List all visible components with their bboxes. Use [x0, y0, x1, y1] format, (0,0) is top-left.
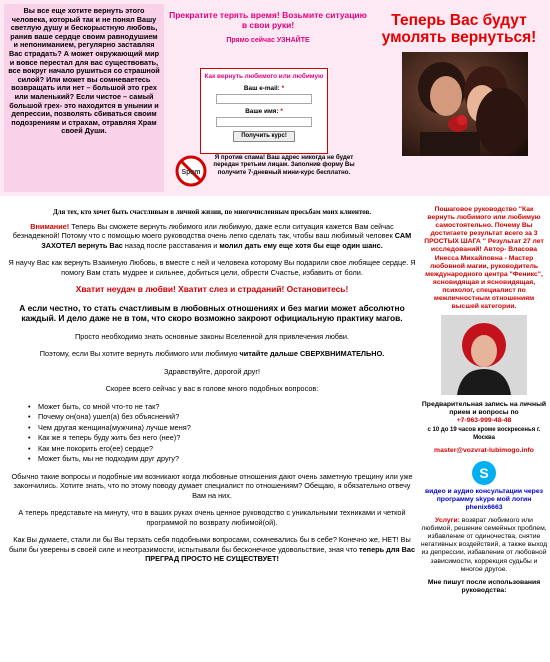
name-label	[201, 108, 327, 115]
office-hours: с 10 до 19 часов кроме воскресенья г. Москва	[427, 426, 541, 441]
list-item: • Может быть, мы не подходим друг другу?	[28, 454, 416, 464]
confidence-text: Как Вы думаете, стали ли бы Вы терзать себя подобными вопросами, сомневались бы в себе? Конечно же, НЕТ! Вы были бы уверены в своей силе и неотразимости, испытывали бы бесконечное удовольствие, зная что	[8, 535, 411, 554]
form-title: Как вернуть любимого или любимую	[204, 73, 324, 80]
slogan: Хватит неудач в любви! Хватит слез и страданий! Остановитесь!	[75, 284, 349, 294]
imagine-paragraph: А теперь представьте на минуту, что в ваших руках очень ценное руководство с уникальными техниками и четкой программой по возврату любимой(ой).	[18, 508, 406, 527]
get-course-button[interactable]: Получить курс!	[233, 131, 295, 142]
read-on-paragraph	[8, 349, 416, 359]
read-on-bold: читайте дальше СВЕРХВНИМАТЕЛЬНО.	[239, 349, 385, 358]
guide-description: Пошаговое руководство "Как вернуть любимого или любимую самостоятельно. Почему Вы достигаете результат всего за 3 ПРОСТЫХ ШАГА " Результат 27 лет исследований! Автор- Власова Инесса Михайловна - Мастер любовной магии, руководитель международного центра "Феникс", ясновидящая и ясновидящая, психолог, специалист по межличностным отношениям высшей категории.	[424, 206, 544, 311]
sidebar	[420, 206, 548, 595]
services-label: Услуги:	[435, 517, 460, 525]
services-block	[420, 517, 548, 574]
spam-icon-label: Spam	[181, 169, 201, 176]
list-item: • Как же я теперь буду жить без него (нее)?	[28, 433, 416, 443]
header-left-text: Вы все еще хотите вернуть этого человека, который так и не понял Вашу светлую душу и бескорыстную любовь, ранив ваше сердце своим равнодушием и непониманием, регулярно заставляя Вас страдать? А может окружающий мир и вовсе перестал для вас существовать, все вокруг начало рушиться со страшной силой? Или может вы сомневаетесь возвращать или нет – большой это грех или маленький? Если чистое – самый большой грех- это находится в унынии и депрессии, позволять сбиваться своим подозрениям и страхам, отравляя Храм своей Души.	[4, 4, 164, 192]
urgent-headline: Прекратите терять время! Возьмите ситуацию в свои руки!	[169, 10, 367, 30]
promise-paragraph: Я научу Вас как вернуть Взаимную Любовь, в вместе с ней и человека которому Вы подарили свое любящее сердце. Я помогу Вам стать мудрее и сильнее, добиться цели, обрести Счастье, избавить от боли.	[8, 258, 416, 277]
email-link[interactable]: master@vozvrat-lubimogo.info	[434, 446, 534, 454]
list-item: • Чем другая женщина(мужчина) лучше меня?	[28, 423, 416, 433]
name-field[interactable]	[216, 117, 312, 127]
required-mark: *	[281, 84, 285, 92]
privacy-note: Я против спама! Ваш адрес никогда не будет передан третьим лицам. Заполнив форму Вы получите 7-дневный мини-курс бесплатно.	[213, 154, 355, 176]
skype-icon[interactable]	[471, 460, 497, 486]
now-label: Прямо сейчас УЗНАЙТЕ	[226, 37, 310, 44]
header-title: Теперь Вас будут умолять вернуться!	[381, 12, 537, 46]
attention-bold: САМ ЗАХОТЕЛ вернуть Вас	[41, 231, 412, 250]
email-label	[201, 85, 327, 92]
cracks-paragraph: Обычно такие вопросы и подобные им возникают когда любовные отношения дают очень заметную трещину или уже закончились. Хотите знать, что по этому поводу думает специалист по отношениям? Обещаю, я обязательно отвечу Вам на них.	[11, 471, 413, 500]
couple-photo	[402, 52, 528, 156]
attention-bold-2: молил дать ему еще хотя бы еще один шанс.	[219, 240, 383, 250]
attention-label: Внимание!	[30, 221, 70, 231]
honest-paragraph: А если честно, то стать счастливым в любовных отношениях и без магии может абсолютно каждый. И дело даже не в том, что скоро возможно закроют официальную практику магов.	[19, 302, 405, 323]
greeting: Здравствуйте, дорогой друг!	[163, 366, 261, 376]
signup-section	[168, 4, 368, 192]
attention-text: Теперь Вы сможете вернуть любимого или любимую, даже если ситуация кажется Вам сейчас безнадежной! Потому что с помощью моего руководства очень легко сделать так, чтобы ваш любимый человек	[12, 221, 394, 240]
testimonials-intro: Мне пишут после использования руководства:	[427, 578, 541, 594]
attention-paragraph	[8, 222, 416, 251]
required-mark: *	[280, 107, 283, 115]
questions-list	[28, 402, 416, 464]
name-label-text: Ваше имя:	[245, 107, 279, 115]
laws-paragraph: Просто необходимо знать основные законы Вселенной для привлечения любви.	[75, 331, 349, 341]
read-on-text: Поэтому, если Вы хотите вернуть любимого или любимую	[39, 349, 238, 358]
list-item: • Может быть, со мной что-то не так?	[28, 402, 416, 412]
attention-text-2: назад после расставания и	[124, 240, 218, 250]
skype-consultation: видео и аудио консультации через программу skype мой логин phenix6663	[425, 487, 543, 511]
list-item: • Почему он(она) ушел(а) без объяснений?	[28, 412, 416, 422]
svg-text:S: S	[479, 464, 489, 481]
confidence-paragraph	[8, 535, 416, 564]
phone-number: +7-963-999-48-48	[456, 417, 512, 425]
email-field[interactable]	[216, 94, 312, 104]
header-banner	[0, 0, 550, 196]
services-text: возврат любимого или любимой, решение семейных проблем, избавление от одиночества, снятие негативных воздействий, а также выход из депрессии, избавление от любовной зависимости, коррекция судьбы и многое другое.	[420, 517, 548, 573]
confidence-bold: теперь для Вас ПРЕГРАД ПРОСТО НЕ СУЩЕСТВУЕТ!	[145, 544, 416, 563]
header-right	[372, 4, 546, 192]
list-item: • Как мне покорить его(ее) сердце?	[28, 444, 416, 454]
contact-text: Предварительная запись на личный прием и вопросы по	[421, 401, 547, 417]
subscribe-form	[200, 68, 328, 154]
contact-info	[420, 401, 548, 441]
questions-intro: Скорее всего сейчас у вас в голове много подобных вопросов:	[105, 384, 319, 393]
intro-line: Для тех, кто хочет быть счастливым в личной жизни, по многочисленным просьбам моих клиентов.	[52, 208, 372, 216]
author-photo	[441, 315, 527, 395]
main-content	[8, 208, 416, 572]
email-label-text: Ваш e-mail:	[243, 84, 280, 92]
